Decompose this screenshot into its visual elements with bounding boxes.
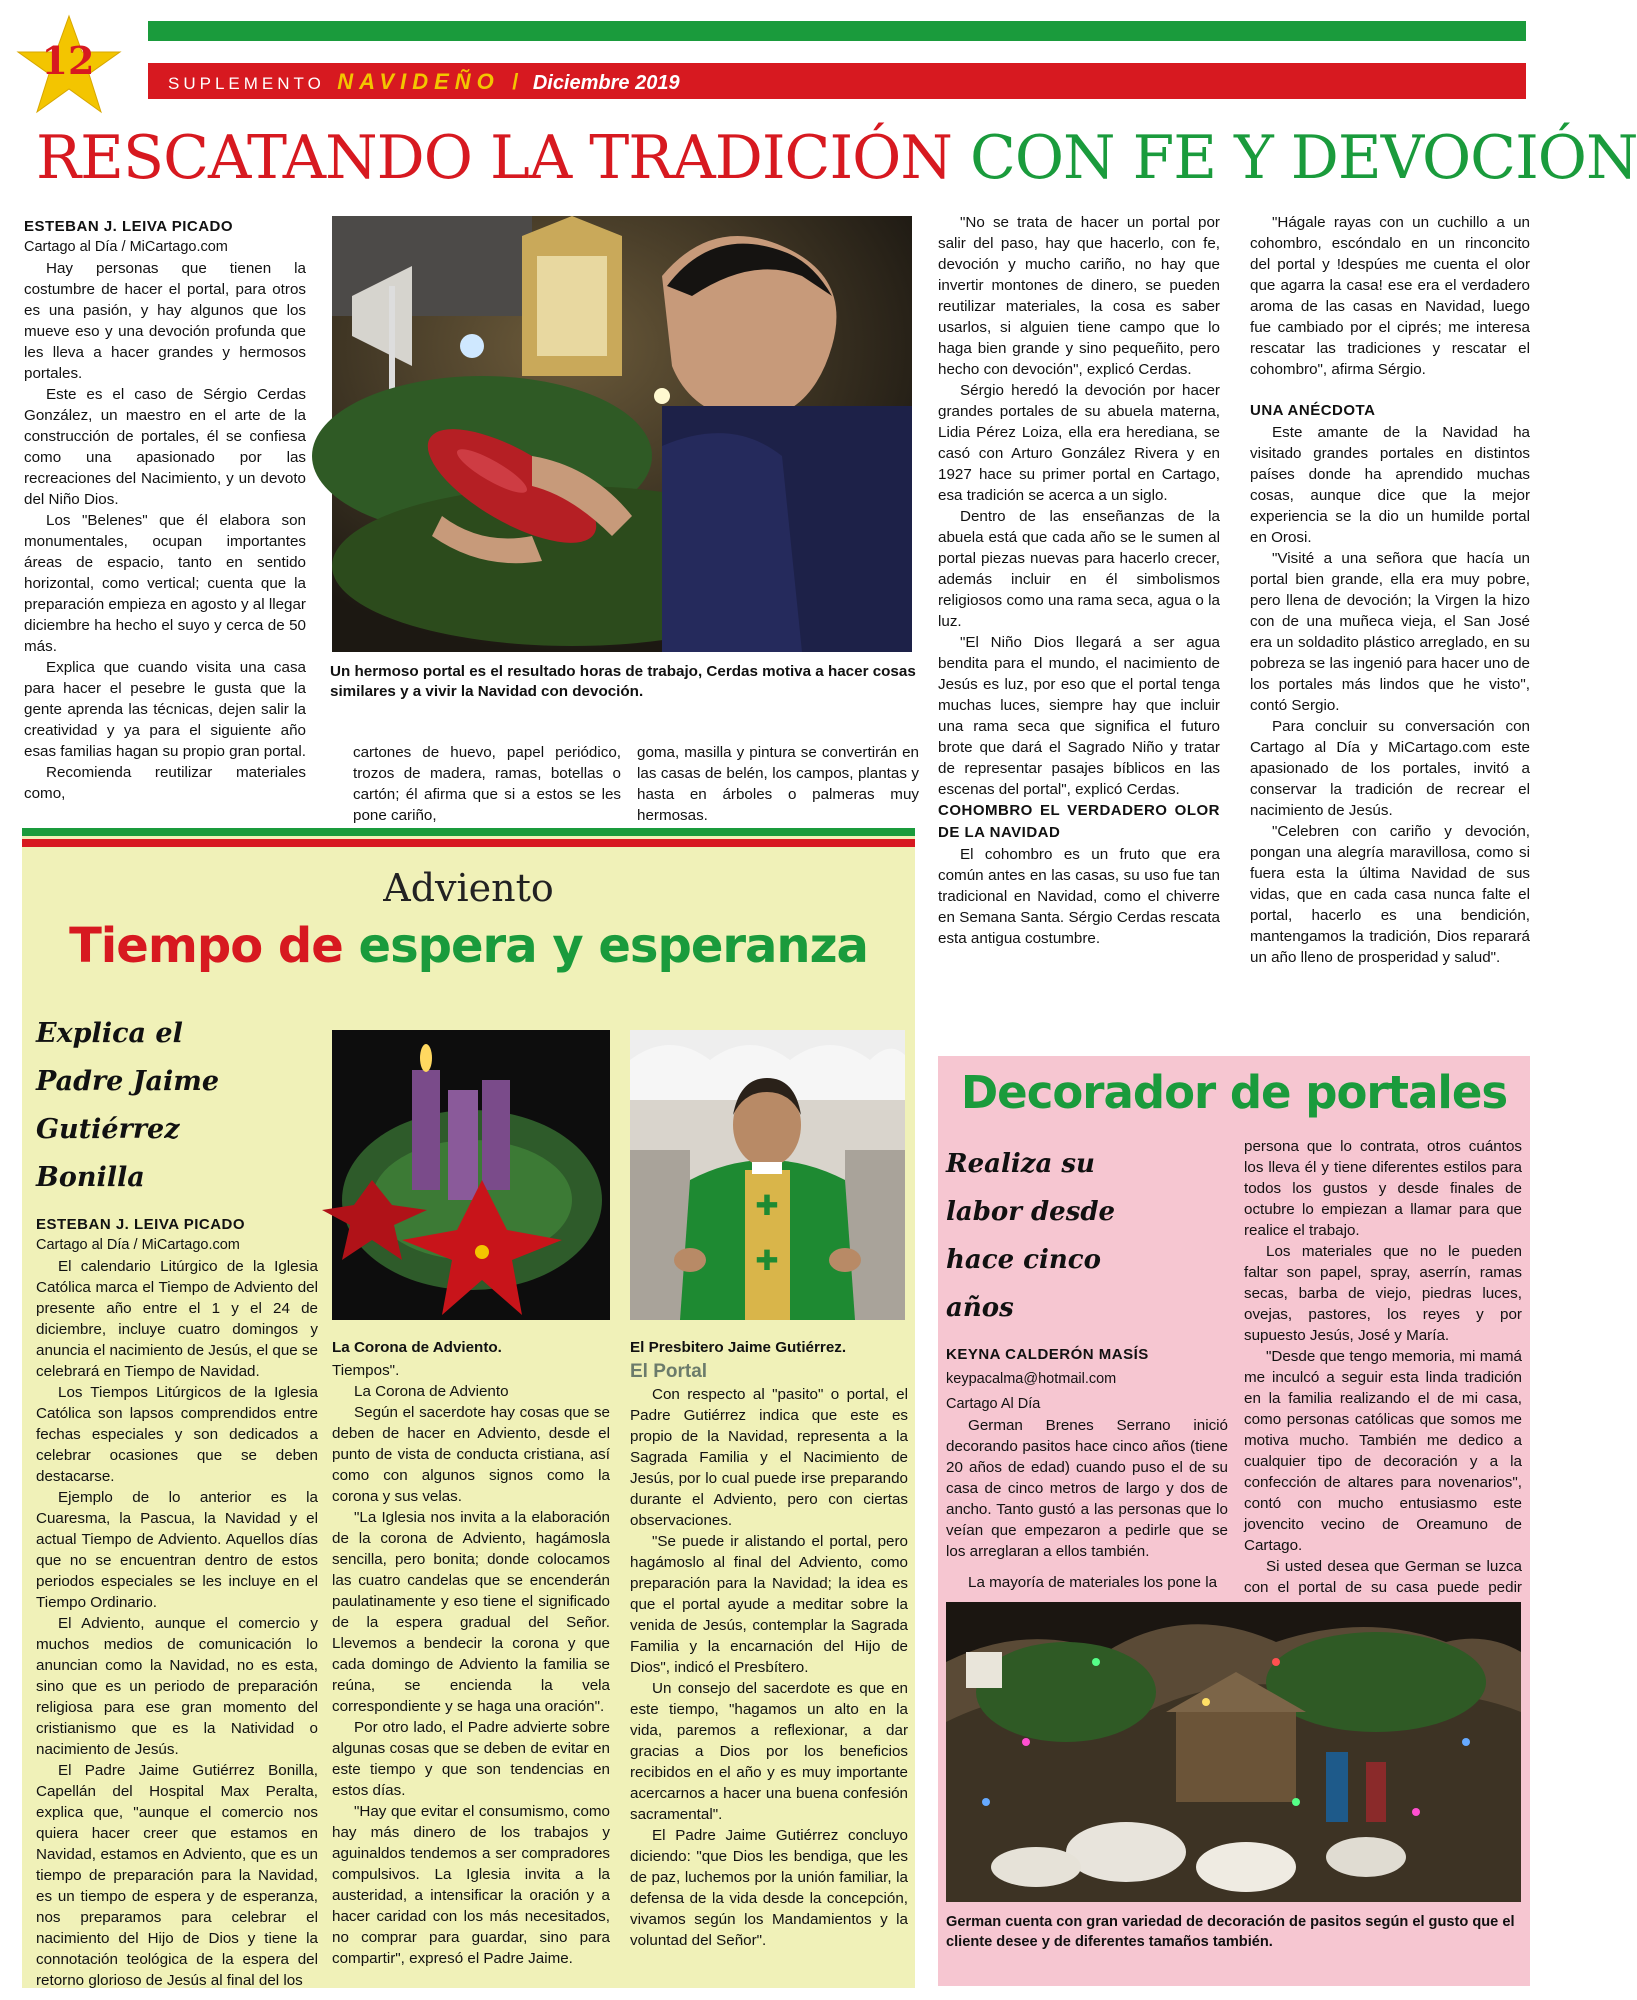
article1-headline-part1: RESCATANDO LA TRADICIÓN: [36, 123, 952, 193]
portal-photo-illustration: [332, 216, 912, 652]
adviento-col2-p3: "La Iglesia nos invita a la elaboración de la corona de Adviento, hagámosla sencilla, pero bonita; donde colocamos las cuatro candelas que se encenderán paulatinamente y eso tiene el significado de la espera gradual del Señor. Llevemos a bendecir la corona y que cada domingo de Adviento la familia se reúna, se encienda la vela correspondiente y se haga una oración".: [332, 1509, 610, 1715]
header-text: [168, 67, 680, 97]
article1-col3: [637, 742, 919, 826]
adviento-deck: Explica el Padre Jaime Gutiérrez Bonilla: [36, 1018, 220, 1193]
article1-subhead-cohombro: COHOMBRO EL VERDADERO OLOR DE LA NAVIDAD: [938, 802, 1220, 841]
decorador-col2-p3: "Desde que tengo memoria, mi mamá me inculcó a seguir esta linda tradición en la familia realizando el de mi casa, como personas católicas que somos me motiva mucho. También me dedico a cualquier tipo de decoración y a la confección de altares para novenarios", contó con mucho entusiasmo este jovencito vecino de Oreamuno de Cartago.: [1244, 1348, 1522, 1554]
supplement-name: NAVIDEÑO: [337, 69, 500, 94]
header-separator: /: [512, 69, 519, 94]
decorador-email: keypacalma@hotmail.com: [946, 1371, 1117, 1387]
page-number: 12: [41, 38, 95, 83]
padre-caption: El Presbitero Jaime Gutiérrez.: [630, 1339, 847, 1356]
decorador-col1-p1: German Brenes Serrano inició decorando pasitos hace cinco años (tiene 20 años de edad) cuando puso el de su casa de cinco metros de largo y dos de ancho. Tanto gustó a las personas que lo veían que empezaron a pedirle que se los arreglaran a ellos también.: [946, 1417, 1228, 1560]
adviento-col3-p1: Con respecto al "pasito" o portal, el Padre Gutiérrez indica que este es propio de la Navidad, representa a la Sagrada Familia y el Nacimiento de Jesús, por lo cual puede irse preparando durante el Adviento, pero con ciertas observaciones.: [630, 1386, 908, 1529]
supplement-label: SUPLEMENTO: [168, 74, 325, 93]
decorador-col2-p4: Si usted desea que German se luzca con el portal de su casa puede pedir: [1244, 1558, 1522, 1596]
article1-col5-p4: Para concluir su conversación con Cartago al Día y MiCartago.com este apasionado de los portales, invitó a conservar la tradición de recrear el nacimiento de Jesús.: [1250, 718, 1530, 819]
adviento-col1-p2: Los Tiempos Litúrgicos de la Iglesia Católica son lapsos comprendidos entre fechas especiales y son dedicados a celebrar ocasiones que se deben destacarse.: [36, 1384, 318, 1485]
article1-col4-p1: "No se trata de hacer un portal por salir del paso, hay que hacerlo, con fe, devoción y mucho cariño, no hay que invertir montones de dinero, se pueden reutilizar materiales, la cosa es saber usarlos, si alguien tiene campo que lo haga bien grande y sino pequeñito, pero hecho con devoción", explicó Cerdas.: [938, 214, 1220, 378]
article1-col1-p1: Hay personas que tienen la costumbre de hacer el portal, para otros es una pasión, y hay algunos que los mueve eso y una devoción profunda que les lleva a hacer grandes y hermosos portales.: [24, 260, 306, 382]
article1-col4: [938, 212, 1220, 949]
adviento-source: Cartago al Día / MiCartago.com: [36, 1237, 240, 1253]
adviento-red-stripe: [22, 839, 915, 847]
decorador-col2-p1: persona que lo contrata, otros cuántos los lleva él y tiene diferentes estilos para todos los gustos y desde finales de octubre lo empiezan a llamar para que realice el trabajo.: [1244, 1138, 1522, 1239]
advent-wreath-illustration: [332, 1030, 610, 1320]
adviento-col2-p1: La Corona de Adviento: [354, 1383, 509, 1400]
adviento-col1-p5: El Padre Jaime Gutiérrez Bonilla, Capellán del Hospital Max Peralta, explica que, "aunque el comercio nos quiera hacer creer que estamos en Navidad, estamos en Adviento, que es un tiempo de preparación para la Navidad, es un tiempo de espera y de esperanza, nos preparamos para celebrar el nacimiento del Hijo de Dios y tiene la connotación teológica de la espera del retorno glorioso de Jesús al final del los: [36, 1762, 318, 1989]
article1-col1-p5: Recomienda reutilizar materiales como,: [24, 764, 306, 802]
adviento-headline-part1: Tiempo de: [69, 918, 343, 974]
adviento-green-stripe: [22, 828, 915, 836]
article1-col4-p4: "El Niño Dios llegará a ser agua bendita para el mundo, el nacimiento de Jesús es luz, por eso que el portal tenga muchas luces, siempre hay que incluir una rama seca que significa el futuro brote que dará el Sagrado Niño y tratar de representar pasajes bíblicos en las escenas del portal", explicó Cerdas.: [938, 634, 1220, 798]
article1-col5-p5: "Celebren con cariño y devoción, pongan una alegría maravillosa, como si fuera esta la última Navidad de sus vidas, que en cada casa nunca falte el portal, hacerlo es una bendición, mantengamos la tradición, Dios reparará un año lleno de prosperidad y salud".: [1250, 823, 1530, 966]
corona-caption: La Corona de Adviento.: [332, 1339, 502, 1356]
adviento-headline-part2: espera y esperanza: [358, 918, 868, 974]
padre-photo: [630, 1030, 905, 1320]
adviento-col3-p4: El Padre Jaime Gutiérrez concluyo diciendo: "que Dios les bendiga, que les de paz, luchemos por la unión familiar, la defensa de la vida desde la concepción, vivamos según los Mandamientos y la voluntad del Señor".: [630, 1827, 908, 1949]
decorador-col1: [946, 1140, 1228, 1593]
article1-col1-p3: Los "Belenes" que él elabora son monumentales, ocupan importantes áreas de espacio, tanto en sentido horizontal, como vertical; cuenta que la preparación empieza en agosto y al llegar diciembre ha hecho el suyo y cerca de 50 más.: [24, 512, 306, 655]
adviento-subhead-portal: El Portal: [630, 1361, 708, 1382]
article1-col3-text: goma, masilla y pintura se convertirán en las casas de belén, los campos, plantas y hasta en árboles o palmeras muy hermosas.: [637, 744, 919, 824]
article1-source: Cartago al Día / MiCartago.com: [24, 239, 228, 255]
adviento-headline: [22, 918, 915, 974]
adviento-col2: [332, 1360, 610, 1969]
article1-photo-caption: Un hermoso portal es el resultado horas de trabajo, Cerdas motiva a hacer cosas similares y a vivir la Navidad con devoción.: [330, 663, 916, 700]
nativity-scene-illustration: [946, 1602, 1521, 1902]
svg-text:✚: ✚: [755, 1189, 779, 1222]
article1-author: ESTEBAN J. LEIVA PICADO: [24, 218, 234, 235]
article1-col5-p3: "Visité a una señora que hacía un portal bien grande, ella era muy pobre, pero llena de devoción; la Virgen la hizo con de una muñeca vieja, el San José era un soldadito plástico arreglado, en su pobreza se las ingenió para hacer uno de los portales más lindos que he visto", contó Sergio.: [1250, 550, 1530, 714]
adviento-col2-p5: "Hay que evitar el consumismo, como hay más dinero de los trabajos y aguinaldos tendemos a ser compradores compulsivos. La Iglesia invita a la austeridad, a intensificar la oración y a hacer caridad con los más necesitados, no comprar para guardar, sino para compartir", expresó el Padre Jaime.: [332, 1803, 610, 1967]
header-green-bar: [148, 21, 1526, 41]
header-date: Diciembre 2019: [532, 72, 680, 94]
adviento-author: ESTEBAN J. LEIVA PICADO: [36, 1216, 246, 1233]
decorador-col2: [1244, 1136, 1522, 1619]
article1-col1-p2: Este es el caso de Sérgio Cerdas González, un maestro en el arte de la construcción de portales, él se confiesa como una apasionado por las recreaciones del Nacimiento, y un devoto del Niño Dios.: [24, 386, 306, 508]
adviento-kicker: Adviento: [383, 866, 554, 910]
decorador-headline: Decorador de portales: [960, 1066, 1508, 1119]
article1-headline: [36, 120, 1637, 196]
adviento-col3-p2: "Se puede ir alistando el portal, pero hagámoslo al final del Adviento, como preparación para la Navidad; la idea es que el portal ayude a meditar sobre la venida de Jesús, contemplar la Sagrada Familia y la encarnación del Hijo de Dios", indicó el Presbítero.: [630, 1533, 908, 1676]
svg-text:✚: ✚: [755, 1244, 779, 1277]
decorador-col1-p2: La mayoría de materiales los pone la: [968, 1574, 1218, 1591]
article1-col1: [24, 216, 306, 804]
decorador-source: Cartago Al Día: [946, 1396, 1041, 1412]
adviento-col1: [36, 1010, 318, 1991]
adviento-col1-p1: El calendario Litúrgico de la Iglesia Católica marca el Tiempo de Adviento del presente año entre el 1 y el 24 de diciembre, incluye cuatro domingos y anuncia el nacimiento de Jesús, el que se celebrará en Tiempo de Navidad.: [36, 1258, 318, 1380]
priest-photo-illustration: [630, 1030, 905, 1320]
article1-col2: [353, 742, 621, 826]
article1-col4-cohombro: El cohombro es un fruto que era común antes en las casas, su uso fue tan tradicional en Navidad, como el chiverre en Semana Santa. Sérgio Cerdas rescata esta antigua costumbre.: [938, 846, 1220, 947]
article1-col4-p2: Sérgio heredó la devoción por hacer grandes portales de su abuela materna, Lidia Pérez Loiza, ella era herediana, se casó con Arturo González Rivera y en 1927 hace su primer portal en Cartago, esa tradición se acerca a un siglo.: [938, 382, 1220, 504]
article1-col5-p1: "Hágale rayas con un cuchillo a un cohombro, escóndalo en un rinconcito del portal y !despúes me cuenta el olor que agarra la casa! ese era el verdadero aroma de las casas en Navidad, luego fue cambiado por el ciprés; me interesa rescatar las tradiciones y rescatar el cohombro", afirma Sérgio.: [1250, 214, 1530, 378]
article1-photo: [332, 216, 912, 652]
adviento-col2-first: Tiempos".: [332, 1362, 400, 1379]
decorador-deck: Realiza su labor desde hace cinco años: [946, 1149, 1116, 1323]
article1-col4-p3: Dentro de las enseñanzas de la abuela está que cada año se le sumen al portal piezas nuevas para hacerlo crecer, además incluir en él simbolismos religiosos como una rama seca, agua o la luz.: [938, 508, 1220, 630]
article1-col1-p4: Explica que cuando visita una casa para hacer el pesebre le gusta que la gente aprenda las técnicas, dejen salir la creatividad y ya para el siguiente año esas familias hagan su propio gran portal.: [24, 659, 306, 760]
article1-col2-text: cartones de huevo, papel periódico, trozos de madera, ramas, botellas o cartón; él afirma que si a estos se les pone cariño,: [353, 744, 621, 824]
adviento-col3: [630, 1360, 908, 1951]
adviento-col1-p3: Ejemplo de lo anterior es la Cuaresma, la Pascua, la Navidad y el actual Tiempo de Adviento. Aquellos días que no se encuentran dentro de estos periodos especiales se les incluye en el Tiempo Ordinario.: [36, 1489, 318, 1611]
decorador-author: KEYNA CALDERÓN MASÍS: [946, 1346, 1149, 1363]
article1-headline-part2: CON FE Y DEVOCIÓN: [969, 123, 1637, 193]
article1-subhead-anecdota: UNA ANÉCDOTA: [1250, 402, 1376, 419]
adviento-col3-p3: Un consejo del sacerdote es que en este tiempo, "hagamos un alto en la vida, paremos a reflexionar, a dar gracias a Dios por los beneficios recibidos en el año y es muy importante acercarnos a hacer una buena confesión sacramental".: [630, 1680, 908, 1823]
corona-photo: [332, 1030, 610, 1320]
adviento-col1-p4: El Adviento, aunque el comercio y muchos medios de comunicación lo anuncian como la Navidad, no es esta, sino que es un periodo de preparación religiosa para ese gran momento del cristianismo que es la Natividad o nacimiento de Jesús.: [36, 1615, 318, 1758]
decorador-photo-caption: German cuenta con gran variedad de decoración de pasitos según el gusto que el cliente desee y de diferentes tamaños también.: [946, 1914, 1515, 1950]
decorador-col2-p2: Los materiales que no le pueden faltar son papel, spray, aserrín, ramas secas, barba de viejo, piedras luces, ovejas, pastores, los reyes y por supuesto Jesús, José y María.: [1244, 1243, 1522, 1344]
decorador-photo: [946, 1602, 1521, 1902]
adviento-col2-p2: Según el sacerdote hay cosas que se deben de hacer en Adviento, desde el punto de vista de conducta cristiana, así como con algunos signos como la corona y sus velas.: [332, 1404, 610, 1505]
article1-col5: [1250, 212, 1530, 968]
adviento-col2-p4: Por otro lado, el Padre advierte sobre algunas cosas que se deben de evitar en este tiempo y que son tendencias en estos días.: [332, 1719, 610, 1799]
article1-col5-p2: Este amante de la Navidad ha visitado grandes portales en distintos países donde ha aprendido muchas cosas, aunque dice que la mejor experiencia se la dio un humilde portal en Orosi.: [1250, 424, 1530, 546]
